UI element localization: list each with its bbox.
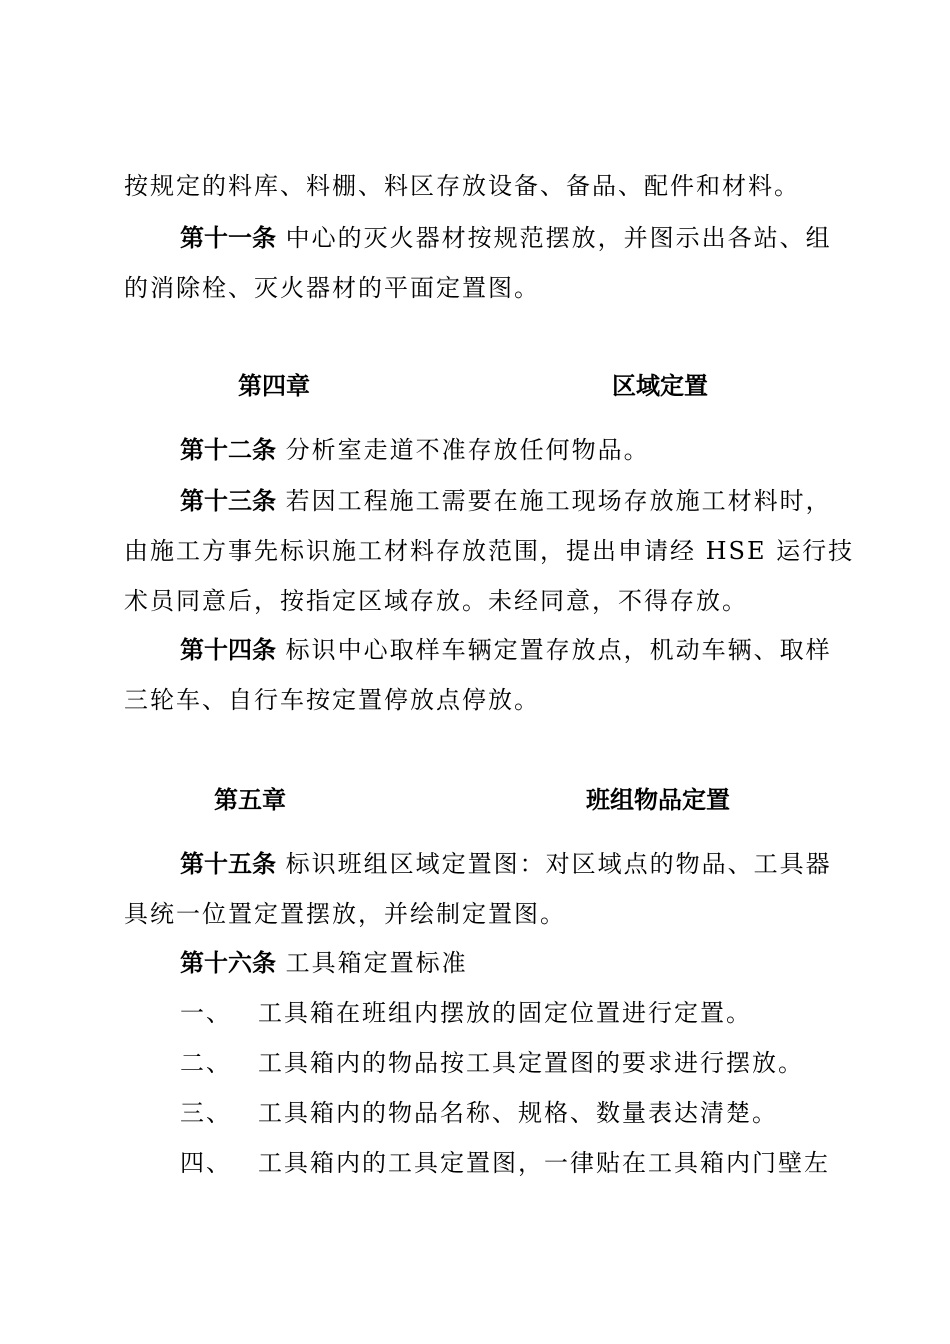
article-label: 第十六条: [180, 949, 276, 977]
article-label: 第十一条: [180, 224, 276, 252]
list-item-text: 工具箱内的工具定置图，一律贴在工具箱内门壁左: [258, 1149, 830, 1177]
text-line: 术员同意后，按指定区域存放。未经同意，不得存放。: [124, 587, 748, 615]
article-text: 工具箱定置标准: [285, 949, 468, 977]
list-item-number: 一、: [180, 999, 232, 1027]
chapter-4-title: 区域定置: [612, 372, 708, 400]
list-item: [180, 1047, 804, 1079]
list-item-number: 二、: [180, 1049, 232, 1077]
chapter-5-title: 班组物品定置: [586, 786, 730, 814]
list-item: [180, 1147, 830, 1179]
article-text: 中心的灭火器材按规范摆放，并图示出各站、组: [285, 224, 832, 252]
list-item-text: 工具箱在班组内摆放的固定位置进行定置。: [258, 999, 752, 1027]
text-line: 具统一位置定置摆放，并绘制定置图。: [124, 900, 566, 928]
article-12: [180, 434, 650, 466]
article-label: 第十四条: [180, 636, 276, 664]
article-label: 第十三条: [180, 487, 276, 515]
list-item-number: 三、: [180, 1099, 232, 1127]
list-item: [180, 1097, 778, 1129]
article-15: [180, 848, 832, 880]
list-item: [180, 997, 752, 1029]
article-16: [180, 947, 468, 979]
article-text: 若因工程施工需要在施工现场存放施工材料时，: [285, 487, 832, 515]
text-line: 的消除栓、灭火器材的平面定置图。: [124, 274, 540, 302]
article-label: 第十二条: [180, 436, 276, 464]
article-text: 标识中心取样车辆定置存放点，机动车辆、取样: [285, 636, 832, 664]
text-line: 三轮车、自行车按定置停放点停放。: [124, 686, 540, 714]
text-line: 由施工方事先标识施工材料存放范围，提出申请经 HSE 运行技: [124, 537, 855, 565]
article-11: [180, 222, 832, 254]
article-label: 第十五条: [180, 850, 276, 878]
list-item-text: 工具箱内的物品按工具定置图的要求进行摆放。: [258, 1049, 804, 1077]
article-14: [180, 634, 832, 666]
article-text: 标识班组区域定置图：对区域点的物品、工具器: [285, 850, 832, 878]
chapter-5-number: 第五章: [214, 786, 286, 814]
article-text: 分析室走道不准存放任何物品。: [285, 436, 650, 464]
article-13: [180, 485, 832, 517]
text-line: 按规定的料库、料棚、料区存放设备、备品、配件和材料。: [124, 172, 800, 200]
list-item-number: 四、: [180, 1149, 232, 1177]
list-item-text: 工具箱内的物品名称、规格、数量表达清楚。: [258, 1099, 778, 1127]
chapter-4-number: 第四章: [238, 372, 310, 400]
